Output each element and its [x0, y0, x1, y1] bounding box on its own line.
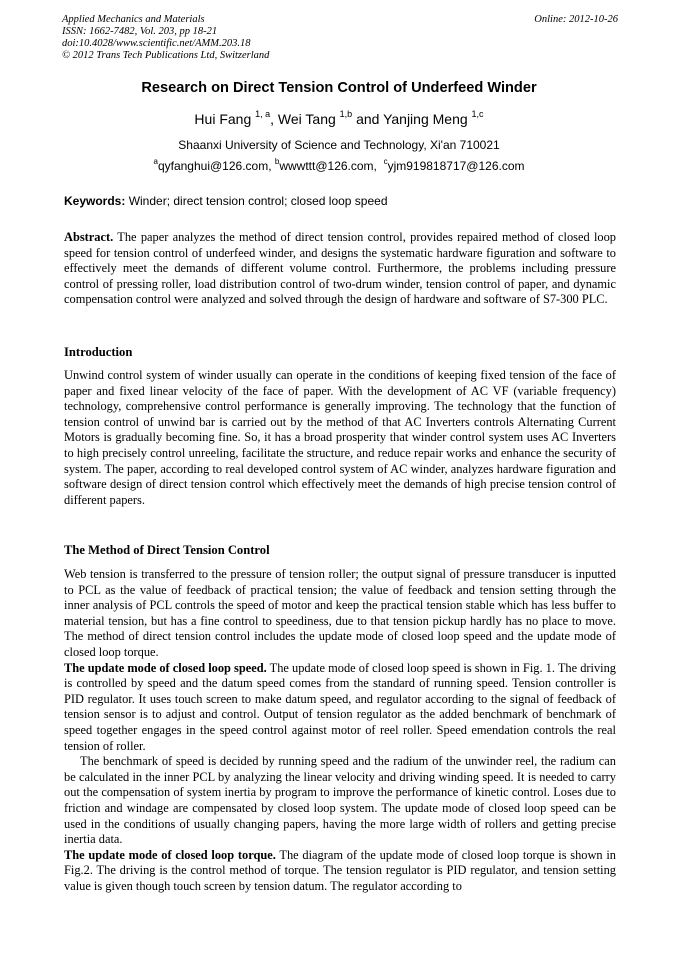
speed-mode-text: The update mode of closed loop speed is shown in Fig. 1. The driving is controlled by speed and the datum speed comes from the standard of running speed. Tension controller is PID regulator. It uses touch screen to make datum speed, and regulator according to the signal of feedback of tension sensor is to adjust and control. Output of tension regulator as the added benchmark of benchmark of speed together engages in the speed control against motor of reel roller. Speed emendation controls the real tension of roller.: [64, 660, 616, 753]
email-superscript: a: [153, 157, 158, 166]
email-link[interactable]: qyfanghui@126.com,: [157, 159, 272, 173]
author-superscript: 1,c: [471, 109, 484, 119]
keywords-label: Keywords:: [64, 194, 126, 208]
issn-line: ISSN: 1662-7482, Vol. 203, pp 18-21: [62, 26, 218, 37]
torque-mode-text: The diagram of the update mode of closed loop torque is shown in Fig.2. The driving is the control method of torque. The tension regulator is PID regulator, and tension setting value is given though touch screen by tension datum. The regulator according to: [64, 847, 617, 893]
paragraph-torque: [64, 848, 616, 895]
paragraph: Unwind control system of winder usually can operate in the conditions of keeping fixed tension of the face of paper and fixed linear velocity of the face of paper. With the development of AC VF (variable frequency) technology, comprehensive control performance is generally improving. The technology that the function of tension control of unwind bar is carried out by the method of that AC Inverters controls Alternating Current Motors is gradually becoming fine. So, it has a broad prosperity that winder control system uses AC Inverters to high precisely control unreeling, facilitate the structure, and reduce repair works and enhance the security of system. The paper, according to real developed control system of AC winder, analyzes hardware figuration and software design of direct tension control which effectively meet the demands of high precise tension control of different papers.: [64, 368, 616, 507]
affiliation: Shaanxi University of Science and Technology, Xi'an 710021: [178, 138, 500, 152]
speed-mode-label: The update mode of closed loop speed.: [64, 660, 267, 675]
paper-title: Research on Direct Tension Control of Underfeed Winder: [141, 80, 537, 96]
abstract-text: The paper analyzes the method of direct tension control, provides repaired method of closed loop speed for tension control of underfeed winder, and designs the systematic hardware figuration and software to effectively meet the demands of different volume control. Furthermore, the problems including pressure control of pressing roller, load distribution control of two-drum winder, tension control of paper, and dynamic compensation control were analyzed and solved through the design of hardware and software of S7-300 PLC.: [64, 230, 616, 307]
author-superscript: 1, a: [255, 109, 271, 119]
author-name: Yanjing Meng: [383, 111, 468, 127]
torque-mode-label: The update mode of closed loop torque.: [64, 847, 276, 862]
author-name: Hui Fang: [194, 111, 252, 127]
paragraph: Web tension is transferred to the pressure of tension roller; the output signal of pressure transducer is inputted to PCL as the value of feedback of practical tension; the value of feedback and tension setting through the inner analysis of PCL controls the speed of motor and keep the practical tension stable which has less buffer to material tension, but has a fine control to speediness, due to that tension pickup hardly has no place to move. The method of direct tension control includes the update mode of closed loop speed and the update mode of closed loop torque.: [64, 567, 616, 659]
email-superscript: c: [383, 157, 388, 166]
copyright-line: © 2012 Trans Tech Publications Ltd, Switzerland: [62, 50, 270, 61]
email-superscript: b: [274, 157, 280, 166]
author-superscript: 1,b: [339, 109, 353, 119]
journal-name: Applied Mechanics and Materials: [62, 14, 205, 25]
doi-line: doi:10.4028/www.scientific.net/AMM.203.18: [62, 38, 251, 49]
page-header: [62, 14, 618, 62]
email-link[interactable]: wwwttt@126.com,: [279, 159, 377, 173]
author-separator: and: [352, 111, 384, 127]
keywords: [64, 194, 616, 208]
email-link[interactable]: yjm919818717@126.com: [387, 159, 525, 173]
paragraph: The benchmark of speed is decided by running speed and the radium of the unwinder reel, the radium can be calculated in the inner PCL by analyzing the linear velocity and driving winding speed. It is needed to carry out the compensation of system inertia by program to improve the performance of kinetic control. Loses due to friction and windage are compensated by closed loop system. The update mode of closed loop speed can be used in the conditions of usually changing papers, having the more large width of rollers and getting precise inertia data.: [64, 754, 616, 847]
section-heading-introduction: Introduction: [64, 345, 133, 359]
author-name: Wei Tang: [277, 111, 336, 127]
abstract-label: Abstract.: [64, 230, 114, 244]
method-body: [64, 567, 616, 894]
author-list: [40, 111, 638, 127]
section-heading-method: The Method of Direct Tension Control: [64, 543, 270, 557]
paragraph-speed: [64, 661, 616, 755]
abstract: [64, 230, 616, 308]
keywords-text: Winder; direct tension control; closed loop speed: [125, 194, 388, 208]
online-date: Online: 2012-10-26: [534, 14, 618, 25]
introduction-body: [64, 368, 616, 508]
email-list: [40, 159, 638, 173]
author-separator: ,: [270, 111, 278, 127]
